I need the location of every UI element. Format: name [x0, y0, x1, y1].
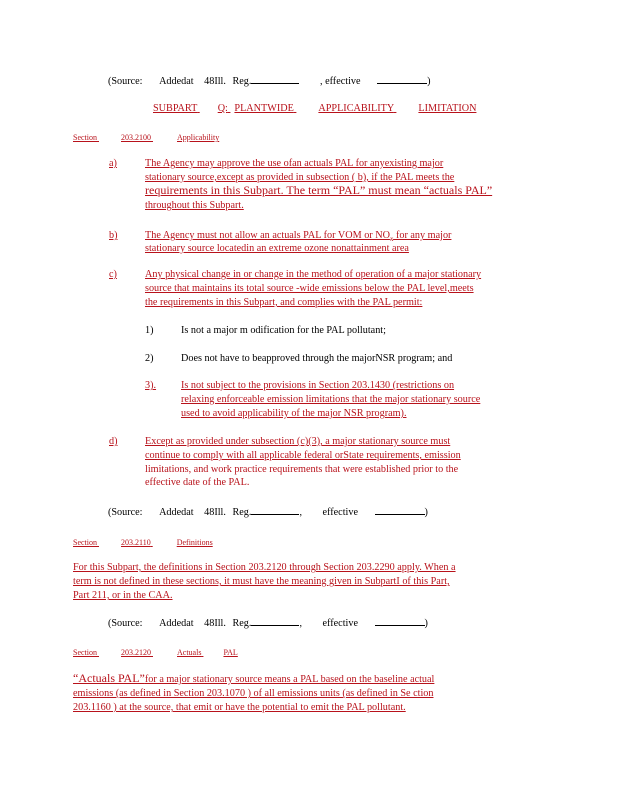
- source-label: (Source:: [108, 76, 143, 87]
- source-note-1: [108, 74, 430, 88]
- para-a-mark: a): [109, 158, 117, 169]
- subpart-heading: [153, 102, 490, 115]
- actuals-line-2: emissions (as defined in Section 203.1070 ) of all emissions units (as defined in Se ction: [73, 688, 434, 699]
- item-1-text: Is not a major m odification for the PAL pollutant;: [181, 325, 386, 336]
- subpart-word-3: LIMITATION: [418, 103, 477, 114]
- para-d-mark: d): [109, 436, 118, 447]
- para-c-line-2: source that maintains its total source -wide emissions below the PAL level,meets: [145, 283, 474, 294]
- para-d-line-2: continue to comply with all applicable federal orState requirements, emission: [145, 450, 461, 461]
- item-3-line-2: relaxing enforceable emission limitations that the major stationary source: [181, 394, 481, 405]
- register-blank: [251, 74, 299, 84]
- para-b-text-2: for any major: [393, 230, 452, 241]
- definitions-line-2: term is not defined in these sections, it must have the meaning given in SubpartI of this Part,: [73, 576, 450, 587]
- source-effective: , effective: [319, 76, 361, 87]
- para-d-line-1: Except as provided under subsection (c)(3), a major stationary source must: [145, 436, 451, 447]
- effective-blank: [377, 74, 427, 84]
- source-close: ): [424, 618, 428, 629]
- source-note-2: [108, 505, 428, 519]
- item-3-line-1: Is not subject to the provisions in Section 203.1430 (restrictions on: [181, 380, 455, 391]
- section-number: 203.2120: [121, 648, 151, 657]
- section-label: Section: [73, 133, 97, 142]
- source-comma: ,: [299, 507, 302, 518]
- source-note-3: [108, 616, 428, 630]
- source-reg: Reg.: [232, 76, 252, 87]
- item-2-text: Does not have to beapproved through the majorNSR program; and: [181, 353, 453, 364]
- actuals-term: “Actuals PAL”: [73, 671, 145, 685]
- section-heading-2120: [73, 646, 250, 659]
- subpart-letter: Q:: [217, 103, 228, 114]
- register-blank: [251, 616, 299, 626]
- source-register: 48Ill.: [204, 507, 226, 518]
- source-added: Addedat: [159, 618, 194, 629]
- source-close: ): [424, 507, 428, 518]
- para-d-line-3: limitations, and work practice requirements that were established prior to the: [145, 464, 459, 475]
- para-a-line-2: stationary source,except as provided in subsection ( b), if the PAL meets the: [145, 172, 455, 183]
- section-title: Definitions: [176, 538, 213, 547]
- source-added: Addedat: [159, 76, 194, 87]
- nox-subscript: x: [389, 235, 394, 244]
- section-title: Applicability: [177, 133, 220, 142]
- section-heading-2110: [73, 536, 229, 549]
- source-reg: Reg.: [232, 507, 252, 518]
- actuals-line-1: [73, 672, 434, 686]
- source-added: Addedat: [159, 507, 194, 518]
- para-b-text: The Agency must not allow an actuals PAL for VOM or NO: [145, 230, 390, 241]
- para-c-line-3: the requirements in this Subpart, and complies with the PAL permit:: [145, 297, 423, 308]
- para-a-line-4: throughout this Subpart.: [145, 200, 244, 211]
- source-effective: effective: [322, 618, 358, 629]
- section-heading-2100: [73, 131, 249, 144]
- actuals-text: for a major stationary source means a PAL based on the baseline actual: [144, 674, 435, 685]
- para-a-line-3: requirements in this Subpart. The term “PAL” must mean “actuals PAL”: [145, 183, 493, 197]
- source-register: 48Ill.: [204, 618, 226, 629]
- para-a-line-1: The Agency may approve the use ofan actuals PAL for anyexisting major: [145, 158, 444, 169]
- section-number: 203.2110: [121, 538, 151, 547]
- source-label: (Source:: [108, 618, 143, 629]
- actuals-line-3: 203.1160 ) at the source, that emit or have the potential to emit the PAL pollutant.: [73, 702, 406, 713]
- section-title-1: Actuals: [177, 648, 202, 657]
- item-1-mark: 1): [145, 325, 154, 336]
- para-b-line-2: stationary source locatedin an extreme ozone nonattainment area: [145, 243, 409, 254]
- subpart-word-1: PLANTWIDE: [234, 103, 294, 114]
- section-title-2: PAL: [223, 648, 238, 657]
- definitions-line-1: For this Subpart, the definitions in Section 203.2120 through Section 203.2290 apply. When a: [73, 562, 456, 573]
- source-register: 48Ill.: [204, 76, 226, 87]
- source-effective: effective: [322, 507, 358, 518]
- para-d-line-4: effective date of the PAL.: [145, 477, 250, 488]
- para-b-mark: b): [109, 230, 118, 241]
- source-reg: Reg.: [232, 618, 252, 629]
- item-3-line-3: used to avoid applicability of the major NSR program).: [181, 408, 407, 419]
- item-3-mark: 3).: [145, 380, 157, 391]
- register-blank: [251, 505, 299, 515]
- subpart-word-2: APPLICABILITY: [318, 103, 394, 114]
- section-label: Section: [73, 538, 97, 547]
- item-2-mark: 2): [145, 353, 154, 364]
- section-label: Section: [73, 648, 97, 657]
- effective-blank: [375, 505, 425, 515]
- para-c-line-1: Any physical change in or change in the method of operation of a major stationary: [145, 269, 482, 280]
- definitions-line-3: Part 211, or in the CAA.: [73, 590, 173, 601]
- source-comma: ,: [299, 618, 302, 629]
- subpart-label: SUBPART: [153, 103, 198, 114]
- source-label: (Source:: [108, 507, 143, 518]
- effective-blank: [375, 616, 425, 626]
- section-number: 203.2100: [121, 133, 151, 142]
- para-c-mark: c): [109, 269, 117, 280]
- source-close: ): [427, 76, 431, 87]
